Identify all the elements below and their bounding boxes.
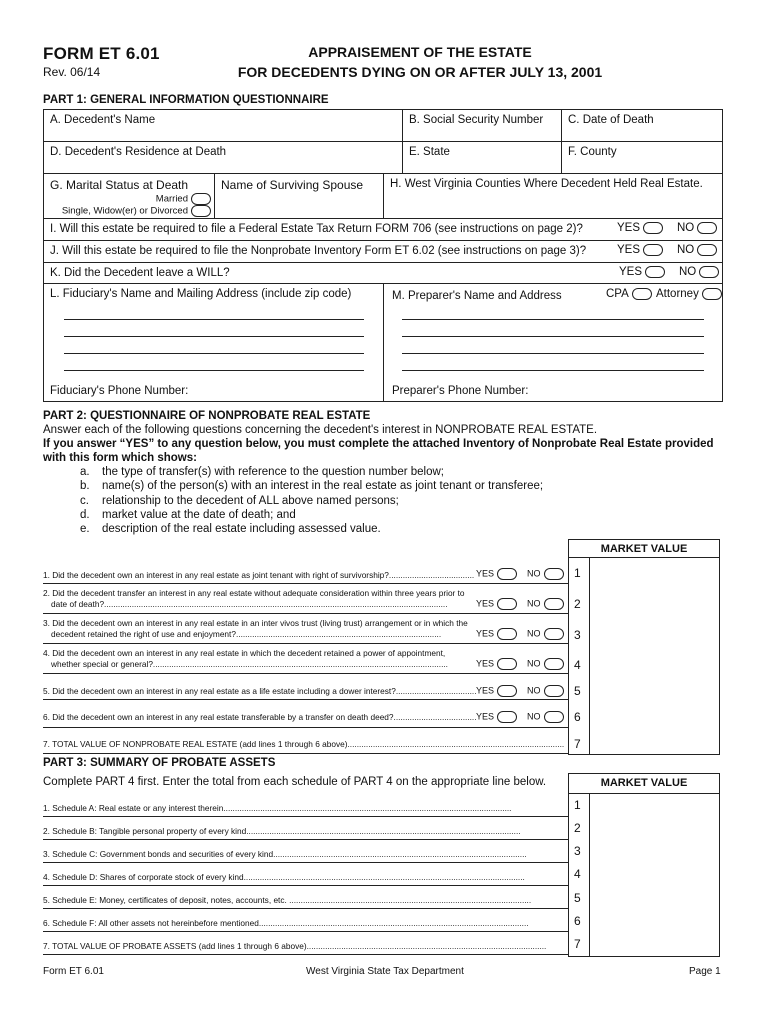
question-j-no[interactable] bbox=[677, 244, 717, 256]
fiduciary-line-4 bbox=[64, 370, 364, 371]
yes-label: YES bbox=[476, 598, 495, 609]
q6-yes[interactable] bbox=[476, 711, 517, 723]
marital-status-box bbox=[43, 173, 215, 219]
schedule-total-row bbox=[43, 937, 568, 955]
part2-instruction-2: with this form which shows: bbox=[43, 452, 197, 464]
yes-label: YES bbox=[476, 658, 495, 669]
married-checkbox[interactable] bbox=[191, 193, 211, 205]
yes-label: YES bbox=[619, 266, 643, 279]
no-checkbox[interactable] bbox=[544, 685, 564, 697]
yes-checkbox[interactable] bbox=[643, 222, 663, 234]
county-label: F. County bbox=[568, 146, 617, 158]
no-label: NO bbox=[679, 266, 697, 279]
footer-department: West Virginia State Tax Department bbox=[306, 966, 464, 977]
list-letter: a. bbox=[80, 466, 90, 478]
preparer-line-3 bbox=[402, 353, 704, 354]
line-number: 3 bbox=[574, 844, 581, 858]
no-label: NO bbox=[527, 628, 541, 639]
schedule-text: 4. Schedule D: Shares of corporate stock of every kind.......................................................................................................................... bbox=[43, 872, 525, 882]
list-letter: e. bbox=[80, 523, 90, 535]
line-number: 7 bbox=[574, 737, 581, 751]
yes-label: YES bbox=[476, 568, 495, 579]
date-of-death-field[interactable] bbox=[561, 109, 723, 142]
yes-label: YES bbox=[476, 628, 495, 639]
line-number: 6 bbox=[574, 710, 581, 724]
yes-checkbox[interactable] bbox=[497, 658, 517, 670]
line-number: 4 bbox=[574, 658, 581, 672]
no-label: NO bbox=[677, 244, 695, 257]
wv-counties-label: H. West Virginia Counties Where Decedent Held Real Estate. bbox=[390, 178, 703, 190]
part1-heading: PART 1: GENERAL INFORMATION QUESTIONNAIRE bbox=[43, 94, 329, 106]
attorney-checkbox[interactable] bbox=[702, 288, 722, 300]
yes-label: YES bbox=[476, 685, 495, 696]
q4-no[interactable] bbox=[527, 658, 564, 670]
preparer-line-4 bbox=[402, 370, 704, 371]
no-checkbox[interactable] bbox=[697, 222, 717, 234]
question-text: 2. Did the decedent transfer an interest in any real estate without adequate consideration within three years prior to bbox=[43, 588, 465, 598]
line-number: 5 bbox=[574, 891, 581, 905]
schedule-row bbox=[43, 914, 568, 932]
part2-intro: Answer each of the following questions concerning the decedent's interest in NONPROBATE REAL ESTATE. bbox=[43, 424, 598, 436]
residence-label: D. Decedent's Residence at Death bbox=[50, 146, 227, 158]
question-text-cont: date of death?..................................................................................................................................................... bbox=[51, 599, 448, 609]
yes-checkbox[interactable] bbox=[497, 598, 517, 610]
preparer-line-1 bbox=[402, 319, 704, 320]
question-k-text: K. Did the Decedent leave a WILL? bbox=[50, 267, 230, 279]
q1-yes[interactable] bbox=[476, 568, 517, 580]
yes-checkbox[interactable] bbox=[497, 568, 517, 580]
list-letter: c. bbox=[80, 495, 89, 507]
list-text: market value at the date of death; and bbox=[102, 509, 296, 521]
yes-checkbox[interactable] bbox=[497, 711, 517, 723]
attorney-label: Attorney bbox=[656, 288, 699, 301]
no-label: NO bbox=[527, 711, 541, 722]
ssn-label: B. Social Security Number bbox=[409, 114, 544, 126]
part3-intro: Complete PART 4 first. Enter the total from each schedule of PART 4 on the appropriate line below. bbox=[43, 776, 547, 788]
cpa-option[interactable] bbox=[606, 288, 652, 300]
single-label: Single, Widow(er) or Divorced bbox=[61, 205, 188, 217]
schedule-text: 5. Schedule E: Money, certificates of deposit, notes, accounts, etc. ......................................................................................................... bbox=[43, 895, 532, 905]
question-k-yes[interactable] bbox=[619, 266, 665, 278]
county-field[interactable] bbox=[561, 141, 723, 174]
fiduciary-box[interactable] bbox=[43, 283, 384, 402]
list-letter: b. bbox=[80, 480, 90, 492]
title-line-2: FOR DECEDENTS DYING ON OR AFTER JULY 13, 2001 bbox=[237, 64, 603, 80]
state-label: E. State bbox=[409, 146, 450, 158]
revision-date: Rev. 06/14 bbox=[43, 65, 101, 79]
question-text-cont: decedent retained the right of use and enjoyment?......................................................................................... bbox=[51, 629, 442, 639]
schedule-text: 7. TOTAL VALUE OF PROBATE ASSETS (add lines 1 through 6 above)........................................................................................................ bbox=[43, 941, 547, 951]
q1-no[interactable] bbox=[527, 568, 564, 580]
residence-field[interactable] bbox=[43, 141, 403, 174]
fiduciary-phone-label: Fiduciary's Phone Number: bbox=[50, 385, 189, 397]
title-line-1: APPRAISEMENT OF THE ESTATE bbox=[308, 44, 532, 60]
part2-heading: PART 2: QUESTIONNAIRE OF NONPROBATE REAL ESTATE bbox=[43, 410, 371, 422]
line-number: 1 bbox=[574, 798, 581, 812]
question-j-yes[interactable] bbox=[617, 244, 663, 256]
cpa-label: CPA bbox=[606, 288, 629, 301]
cpa-checkbox[interactable] bbox=[632, 288, 652, 300]
yes-checkbox[interactable] bbox=[645, 266, 665, 278]
preparer-line-2 bbox=[402, 336, 704, 337]
no-checkbox[interactable] bbox=[544, 568, 564, 580]
q4-yes[interactable] bbox=[476, 658, 517, 670]
nonprobate-total-row bbox=[43, 736, 568, 754]
q3-yes[interactable] bbox=[476, 628, 517, 640]
single-checkbox[interactable] bbox=[191, 205, 211, 217]
q3-no[interactable] bbox=[527, 628, 564, 640]
line-number: 2 bbox=[574, 821, 581, 835]
part3-market-value-header: MARKET VALUE bbox=[568, 773, 720, 794]
schedule-row bbox=[43, 845, 568, 863]
line-number: 4 bbox=[574, 867, 581, 881]
question-text: 1. Did the decedent own an interest in any real estate as joint tenant with right of survivorship?..................................... bbox=[43, 570, 475, 580]
form-number: FORM ET 6.01 bbox=[43, 44, 160, 63]
preparer-box[interactable] bbox=[383, 283, 723, 402]
line-number: 3 bbox=[574, 628, 581, 642]
q6-no[interactable] bbox=[527, 711, 564, 723]
schedule-text: 6. Schedule F: All other assets not hereinbefore mentioned..................................................................................................................... bbox=[43, 918, 529, 928]
yes-checkbox[interactable] bbox=[643, 244, 663, 256]
attorney-option[interactable] bbox=[656, 288, 722, 300]
ssn-field[interactable] bbox=[402, 109, 562, 142]
no-checkbox[interactable] bbox=[699, 266, 719, 278]
no-checkbox[interactable] bbox=[544, 598, 564, 610]
yes-checkbox[interactable] bbox=[497, 628, 517, 640]
list-text: relationship to the decedent of ALL above named persons; bbox=[102, 495, 399, 507]
question-text: 6. Did the decedent own an interest in any real estate transferable by a transfer on death deed?.................................... bbox=[43, 712, 477, 722]
question-j-text: J. Will this estate be required to file the Nonprobate Inventory Form ET 6.02 (see instructions on page 3)? bbox=[50, 245, 587, 257]
no-label: NO bbox=[677, 222, 695, 235]
decedent-name-field[interactable] bbox=[43, 109, 403, 142]
footer-form-number: Form ET 6.01 bbox=[43, 966, 104, 977]
schedule-text: 1. Schedule A: Real estate or any interest therein............................................................................................................................. bbox=[43, 803, 512, 813]
no-checkbox[interactable] bbox=[544, 711, 564, 723]
date-of-death-label: C. Date of Death bbox=[568, 114, 654, 126]
no-label: NO bbox=[527, 598, 541, 609]
preparer-label: M. Preparer's Name and Address bbox=[392, 290, 562, 302]
no-checkbox[interactable] bbox=[544, 628, 564, 640]
state-field[interactable] bbox=[402, 141, 562, 174]
schedule-text: 2. Schedule B: Tangible personal property of every kind....................................................................................................................... bbox=[43, 826, 521, 836]
part2-value-inputs[interactable] bbox=[590, 557, 720, 755]
question-text-cont: whether special or general?................................................................................................................................ bbox=[51, 659, 448, 669]
q2-no[interactable] bbox=[527, 598, 564, 610]
list-text: name(s) of the person(s) with an interest in the real estate as joint tenant or transferee; bbox=[102, 480, 544, 492]
yes-checkbox[interactable] bbox=[497, 685, 517, 697]
single-option bbox=[62, 205, 211, 217]
part3-heading: PART 3: SUMMARY OF PROBATE ASSETS bbox=[43, 757, 276, 769]
married-label: Married bbox=[155, 193, 188, 205]
q5-yes[interactable] bbox=[476, 685, 517, 697]
no-checkbox[interactable] bbox=[697, 244, 717, 256]
surviving-spouse-field[interactable] bbox=[214, 173, 384, 219]
form-title bbox=[200, 42, 640, 82]
schedule-row bbox=[43, 891, 568, 909]
line-number: 5 bbox=[574, 684, 581, 698]
question-i-no[interactable] bbox=[677, 222, 717, 234]
q5-no[interactable] bbox=[527, 685, 564, 697]
surviving-spouse-label: Name of Surviving Spouse bbox=[221, 178, 364, 192]
yes-label: YES bbox=[617, 244, 641, 257]
fiduciary-line-3 bbox=[64, 353, 364, 354]
no-label: NO bbox=[527, 685, 541, 696]
yes-label: YES bbox=[476, 711, 495, 722]
question-text: 3. Did the decedent own an interest in any real estate in an inter vivos trust (living trust) arrangement or in which the bbox=[43, 618, 468, 628]
question-i-row bbox=[43, 218, 723, 241]
part2-instruction-1: If you answer “YES” to any question below, you must complete the attached Inventory of Nonprobate Real Estate provided bbox=[43, 438, 714, 450]
line-number: 7 bbox=[574, 937, 581, 951]
list-text: description of the real estate including assessed value. bbox=[102, 523, 381, 535]
question-i-text: I. Will this estate be required to file a Federal Estate Tax Return FORM 706 (see instructions on page 2)? bbox=[50, 223, 583, 235]
part2-market-value-header: MARKET VALUE bbox=[568, 539, 720, 558]
fiduciary-line-1 bbox=[64, 319, 364, 320]
no-label: NO bbox=[527, 568, 541, 579]
line-number: 1 bbox=[574, 566, 581, 580]
schedule-row bbox=[43, 799, 568, 817]
question-i-yes[interactable] bbox=[617, 222, 663, 234]
preparer-phone-label: Preparer's Phone Number: bbox=[392, 385, 529, 397]
part3-value-inputs[interactable] bbox=[590, 793, 720, 957]
footer-page-number: Page 1 bbox=[689, 966, 721, 977]
question-j-row bbox=[43, 240, 723, 263]
question-k-no[interactable] bbox=[679, 266, 719, 278]
schedule-row bbox=[43, 868, 568, 886]
yes-label: YES bbox=[617, 222, 641, 235]
q2-yes[interactable] bbox=[476, 598, 517, 610]
question-text: 5. Did the decedent own an interest in any real estate as a life estate including a dower interest?................................... bbox=[43, 686, 477, 696]
schedule-text: 3. Schedule C: Government bonds and securities of every kind.............................................................................................................. bbox=[43, 849, 527, 859]
fiduciary-label: L. Fiduciary's Name and Mailing Address (include zip code) bbox=[50, 288, 352, 300]
list-text: the type of transfer(s) with reference to the question number below; bbox=[102, 466, 444, 478]
no-label: NO bbox=[527, 658, 541, 669]
wv-counties-field[interactable] bbox=[383, 173, 723, 219]
no-checkbox[interactable] bbox=[544, 658, 564, 670]
question-k-row bbox=[43, 262, 723, 284]
line-number: 2 bbox=[574, 597, 581, 611]
decedent-name-label: A. Decedent's Name bbox=[50, 114, 156, 126]
question-text: 4. Did the decedent own an interest in any real estate in which the decedent retained a power of appointment, bbox=[43, 648, 446, 658]
total-text: 7. TOTAL VALUE OF NONPROBATE REAL ESTATE (add lines 1 through 6 above).............................................................................................. bbox=[43, 739, 565, 749]
list-letter: d. bbox=[80, 509, 90, 521]
fiduciary-line-2 bbox=[64, 336, 364, 337]
schedule-row bbox=[43, 822, 568, 840]
line-number: 6 bbox=[574, 914, 581, 928]
married-option bbox=[156, 193, 211, 205]
marital-status-label: G. Marital Status at Death bbox=[50, 178, 189, 192]
